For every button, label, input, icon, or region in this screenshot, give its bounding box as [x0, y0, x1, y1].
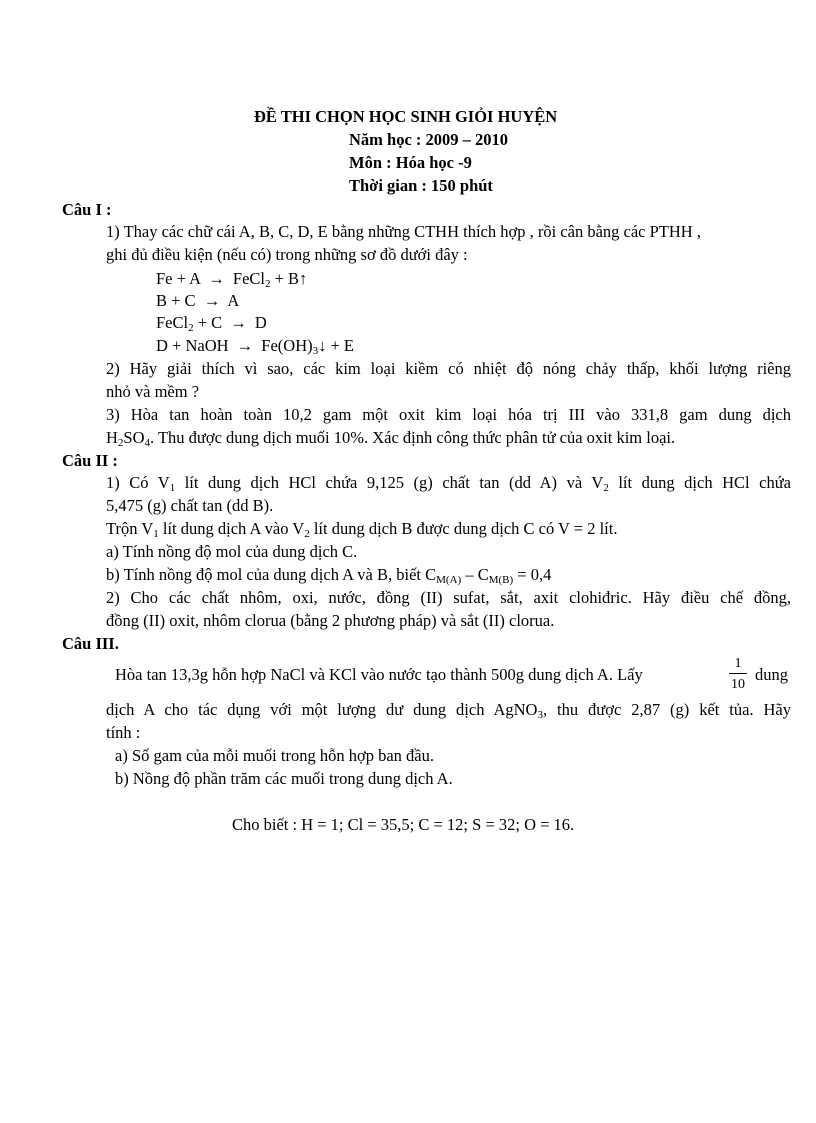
h-subscript: 2 — [117, 437, 124, 449]
q3-line1: Hòa tan 13,3g hỗn hợp NaCl và KCl vào nước tạo thành 500g dung dịch A. Lấy — [115, 665, 643, 684]
h-symbol: H — [106, 428, 118, 447]
eq3-left-sub: 2 — [188, 322, 194, 334]
arrow-icon: → — [236, 336, 254, 355]
q1-part3-rest: . Thu được dung dịch muối 10%. Xác định công thức phân tử của oxit kim loại. — [150, 428, 676, 447]
q2-l5-b: – C — [461, 565, 489, 584]
subject: Môn : Hóa học -9 — [349, 153, 472, 172]
question-3-heading: Câu III. — [62, 634, 119, 653]
q2-line1 — [106, 472, 791, 494]
eq1-left: Fe + A — [156, 269, 201, 288]
school-year: Năm học : 2009 – 2010 — [349, 130, 509, 149]
q2-l1-a: 1) Có V — [106, 473, 170, 492]
q2-line5 — [106, 564, 551, 586]
arrow-icon: → — [230, 313, 247, 332]
q2-line6: 2) Cho các chất nhôm, oxi, nước, đồng (II) sufat, sắt, axit clohiđric. Hãy điều chế đồng, — [106, 588, 791, 607]
eq1-right-a: FeCl — [232, 269, 265, 288]
q2-l5-a: b) Tính nồng độ mol của dung dịch A và B, biết C — [106, 565, 437, 584]
arrow-icon: → — [208, 269, 225, 288]
eq4-right-sub: 3 — [312, 345, 319, 357]
q2-l5-sub1: M(A) — [436, 574, 462, 586]
q3-item-a: a) Số gam của mỗi muối trong hỗn hợp ban đầu. — [115, 746, 434, 765]
exam-title: ĐỀ THI CHỌN HỌC SINH GIỎI HUYỆN — [254, 107, 558, 126]
question-1-heading: Câu I : — [62, 200, 112, 219]
given-atomic-masses: Cho biết : H = 1; Cl = 35,5; C = 12; S = 32; O = 16. — [232, 815, 575, 834]
q2-l1-sub2: 2 — [603, 482, 609, 494]
q3-line3: tính : — [106, 723, 141, 742]
question-2-heading-text: Câu II : — [62, 451, 118, 470]
q2-l1-sub1: 1 — [169, 482, 176, 494]
equation-2 — [156, 290, 239, 312]
fraction-denominator: 10 — [731, 677, 745, 692]
exam-duration: Thời gian : 150 phút — [349, 176, 493, 195]
q2-l3-b: lít dung dịch A vào V — [158, 519, 305, 538]
equation-1 — [156, 268, 307, 290]
q2-l3-a: Trộn V — [106, 519, 154, 538]
q3-line2 — [106, 699, 791, 721]
q1-part2-line1: 2) Hãy giải thích vì sao, các kim loại kiềm có nhiệt độ nóng chảy thấp, khối lượng riêng — [106, 359, 791, 378]
q1-part3-line2 — [106, 427, 675, 449]
eq4-right-b: ↓ + E — [318, 336, 355, 355]
eq2-left: B + C — [156, 291, 196, 310]
q2-line3 — [106, 518, 617, 540]
q1-part1-line1: 1) Thay các chữ cái A, B, C, D, E bằng những CTHH thích hợp , rồi cân bằng các PTHH , — [106, 222, 701, 241]
q3-l2-a: dịch A cho tác dụng với một lượng dư dung dịch AgNO — [106, 700, 538, 719]
equation-3 — [156, 312, 267, 334]
eq3-left-b: + C — [197, 313, 223, 332]
q2-l3-sub1: 1 — [153, 528, 159, 540]
question-2-heading — [62, 450, 118, 472]
so-subscript: 4 — [144, 437, 151, 449]
eq4-left: D + NaOH — [156, 336, 229, 355]
q2-line2: 5,475 (g) chất tan (dd B). — [106, 496, 274, 515]
q3-l2-sub: 3 — [537, 709, 543, 721]
eq4-right-a: Fe(OH) — [261, 336, 313, 355]
q3-l2-b: , thu được 2,87 (g) kết tủa. Hãy — [542, 700, 791, 719]
q3-item-b: b) Nồng độ phần trăm các muối trong dung dịch A. — [115, 769, 453, 788]
q2-line4: a) Tính nồng độ mol của dung dịch C. — [106, 542, 358, 561]
q3-line1-end: dung — [755, 665, 788, 684]
so-symbol: SO — [123, 428, 145, 447]
eq1-right-sub: 2 — [265, 278, 271, 290]
q2-l5-sub2: M(B) — [488, 574, 514, 586]
q2-l3-c: lít dung dịch B được dung dịch C có V = 2 lít. — [309, 519, 618, 538]
eq3-left-a: FeCl — [156, 313, 189, 332]
q2-l1-b: lít dung dịch HCl chứa 9,125 (g) chất tan (dd A) và V — [175, 473, 604, 492]
q1-part2-line2: nhỏ và mềm ? — [106, 382, 200, 401]
q2-line7: đồng (II) oxit, nhôm clorua (bằng 2 phương pháp) và sắt (II) clorua. — [106, 611, 555, 630]
q2-l5-c: = 0,4 — [513, 565, 552, 584]
eq3-right: D — [254, 313, 267, 332]
fraction-numerator: 1 — [734, 656, 742, 671]
arrow-icon: → — [203, 291, 221, 310]
eq2-right: A — [227, 291, 240, 310]
fraction-bar — [729, 673, 747, 674]
fraction-one-tenth — [729, 655, 747, 693]
q1-part1-line2: ghi đủ điều kiện (nếu có) trong những sơ đồ dưới đây : — [106, 245, 468, 264]
equation-4 — [156, 335, 354, 357]
q2-l1-c: lít dung dịch HCl chứa — [608, 473, 791, 492]
eq1-right-b: + B↑ — [274, 269, 308, 288]
q2-l3-sub2: 2 — [304, 528, 310, 540]
q1-part3-line1: 3) Hòa tan hoàn toàn 10,2 gam một oxit kim loại hóa trị III vào 331,8 gam dung dịch — [106, 405, 791, 424]
